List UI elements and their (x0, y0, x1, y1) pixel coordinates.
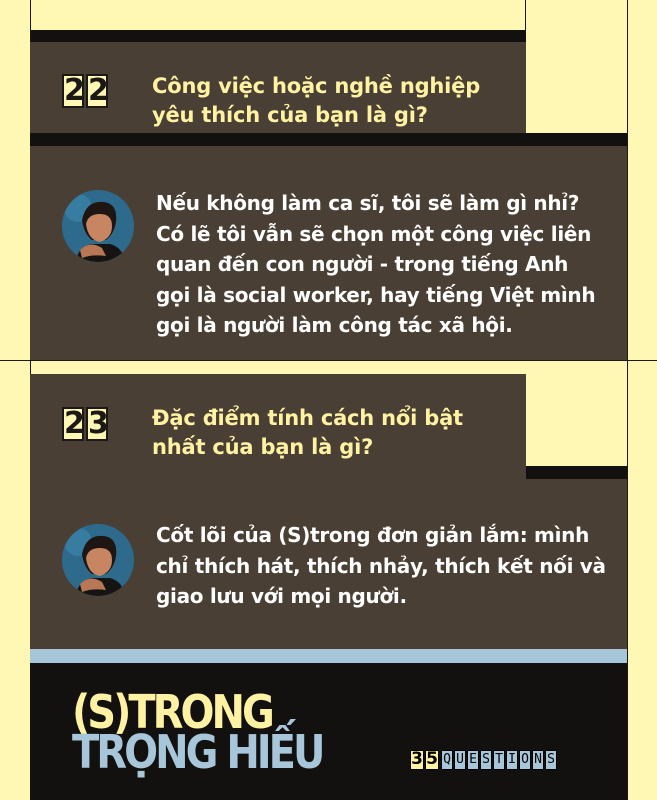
answer-line: gọi là người làm công tác xã hội. (156, 313, 513, 337)
divider-line (0, 360, 657, 361)
badge-number (410, 750, 439, 770)
question-number-digit: 3 (88, 406, 109, 441)
question-line: nhất của bạn là gì? (152, 435, 374, 459)
question-22-underbar (30, 133, 627, 146)
badge-word-char: S (480, 750, 492, 770)
badge-word-char: I (506, 750, 518, 770)
badge-word-char: O (519, 750, 531, 770)
avatar (62, 190, 134, 262)
badge-word-char: U (454, 750, 466, 770)
answer-line: Cốt lõi của (S)trong đơn giản lắm: mình (156, 523, 590, 547)
badge-word-char: T (493, 750, 505, 770)
question-23-number (62, 407, 108, 441)
question-number-digit: 2 (88, 73, 109, 108)
accent-blue-strip (30, 649, 627, 663)
logo-line-2: TRỌNG HIẾU (72, 726, 323, 780)
question-line: yêu thích của bạn là gì? (152, 103, 428, 127)
answer-line: gọi là social worker, hay tiếng Việt mình (156, 282, 596, 307)
badge-word (441, 750, 557, 770)
answer-line: Có lẽ tôi vẫn sẽ chọn một công việc liên (156, 221, 592, 246)
logo-line-1: (S)TRONG (72, 686, 272, 740)
answer-line: quan đến con người - trong tiếng Anh (156, 252, 569, 276)
question-number-digit: 2 (64, 73, 85, 108)
question-23-underbar (526, 466, 627, 479)
badge-number-char: 5 (426, 749, 438, 769)
badge-word-char: E (467, 750, 479, 770)
question-line: Đặc điểm tính cách nổi bật (152, 406, 463, 430)
top-black-bar (30, 30, 526, 42)
answer-22-text (156, 188, 595, 341)
question-23-text (152, 404, 463, 462)
badge-number-char: 3 (411, 749, 423, 769)
top-yellow-box (30, 0, 526, 30)
question-22-number (62, 74, 108, 108)
answer-line: giao lưu với mọi người. (156, 584, 407, 608)
answer-line: chỉ thích hát, thích nhảy, thích kết nối và (156, 553, 606, 578)
avatar (62, 524, 134, 596)
question-22-text (152, 72, 480, 130)
answer-line: Nếu không làm ca sĩ, tôi sẽ làm gì nhỉ? (156, 191, 580, 215)
badge-word-char: Q (441, 750, 453, 770)
singer-portrait-avatar-icon (62, 524, 134, 596)
badge-word-char: N (532, 750, 544, 770)
right-guide-line (627, 0, 628, 800)
question-23-left-bar (30, 466, 526, 479)
question-line: Công việc hoặc nghề nghiệp (152, 74, 481, 98)
answer-23-text (156, 520, 606, 612)
badge-word-char: S (545, 750, 557, 770)
singer-portrait-avatar-icon (62, 190, 134, 262)
question-number-digit: 2 (64, 406, 85, 441)
